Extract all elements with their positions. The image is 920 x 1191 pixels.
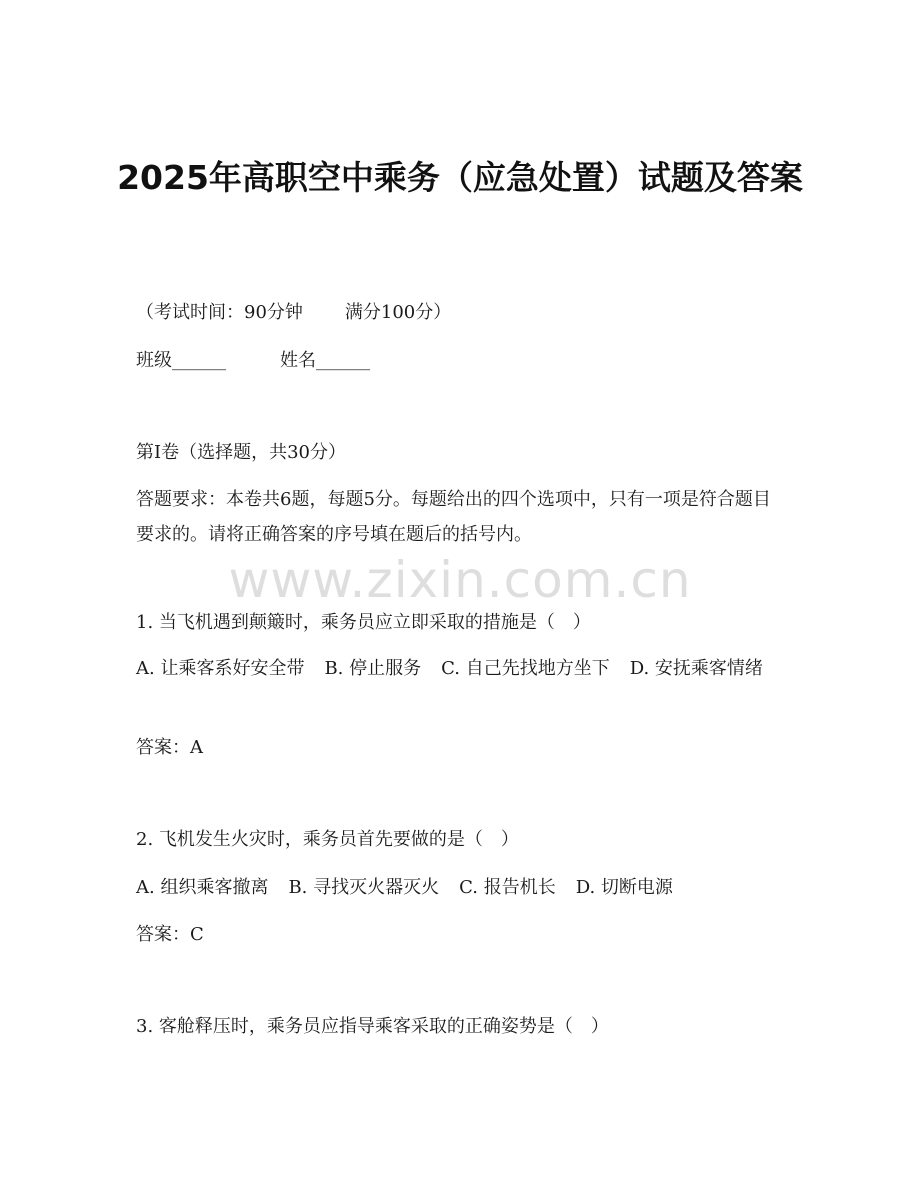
exam-time: （考试时间：90分钟 [136,302,303,323]
exam-info [136,298,451,328]
question-1-answer: 答案：A [136,737,203,758]
question-2-options [136,873,673,903]
class-field: 班级______ [136,350,226,371]
question-1-option-c: C. 自己先找地方坐下 [441,658,610,679]
watermark: www.zixin.com.cn [228,551,692,609]
question-2-option-a: A. 组织乘客撤离 [136,877,269,898]
question-2-option-b: B. 寻找灭火器灭火 [288,877,440,898]
question-1-option-d: D. 安抚乘客情绪 [629,658,763,679]
instructions: 答题要求：本卷共6题，每题5分。每题给出的四个选项中，只有一项是符合题目要求的。请将正确答案的序号填在题后的括号内。 [136,489,771,545]
question-3-stem: 3. 客舱释压时，乘务员应指导乘客采取的正确姿势是（ ） [136,1016,609,1037]
question-1-options [136,651,776,686]
question-1-stem: 1. 当飞机遇到颠簸时，乘务员应立即采取的措施是（ ） [136,612,591,633]
student-fields [136,346,370,376]
name-field: 姓名______ [280,350,370,371]
section-title: 第I卷（选择题，共30分） [136,442,347,463]
question-2-stem: 2. 飞机发生火灾时，乘务员首先要做的是（ ） [136,829,519,850]
document-title: 2025年高职空中乘务（应急处置）试题及答案 [117,158,803,197]
exam-score: 满分100分） [344,302,452,323]
question-1-option-b: B. 停止服务 [324,658,422,679]
question-2-option-c: C. 报告机长 [459,877,556,898]
question-2-option-d: D. 切断电源 [575,877,673,898]
question-2-answer: 答案：C [136,924,204,945]
question-1-option-a: A. 让乘客系好安全带 [136,658,305,679]
